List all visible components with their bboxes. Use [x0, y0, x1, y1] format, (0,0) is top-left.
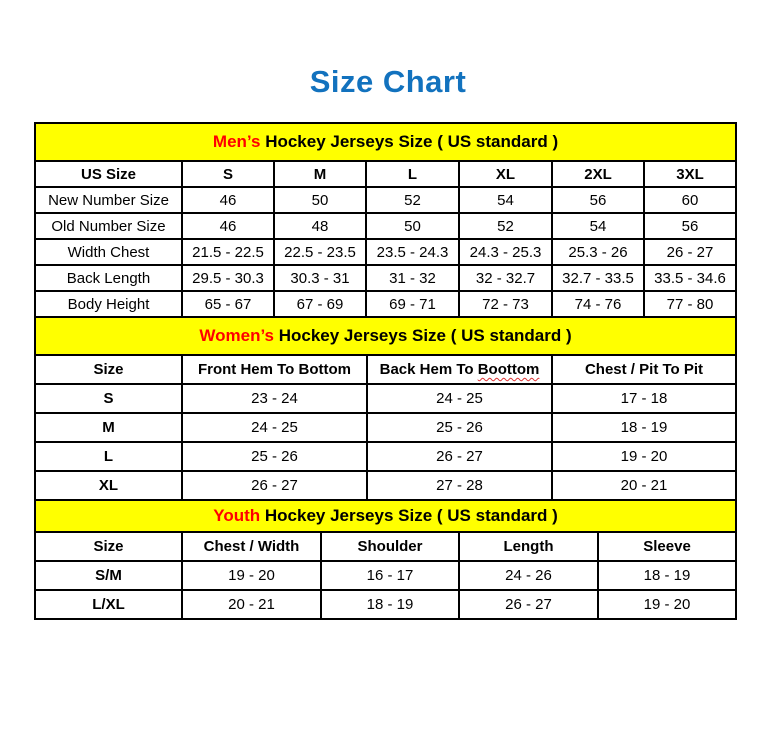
row-label: Old Number Size	[35, 213, 182, 239]
table-row	[35, 291, 736, 317]
table-cell: 54	[459, 187, 552, 213]
table-cell: 30.3 - 31	[274, 265, 366, 291]
table-cell: 77 - 80	[644, 291, 736, 317]
table-cell: 19 - 20	[182, 561, 321, 590]
table-cell: 25 - 26	[182, 442, 367, 471]
table-cell: 23 - 24	[182, 384, 367, 413]
table-cell: 23.5 - 24.3	[366, 239, 459, 265]
womens-size-table	[34, 316, 737, 501]
row-label: New Number Size	[35, 187, 182, 213]
womens-header-cell-misspelled	[367, 355, 552, 384]
youth-size-table	[34, 499, 737, 620]
table-cell: 74 - 76	[552, 291, 644, 317]
mens-header-row	[35, 161, 736, 187]
mens-section-title-rest: Hockey Jerseys Size ( US standard )	[260, 132, 559, 151]
table-cell: 54	[552, 213, 644, 239]
table-cell: 48	[274, 213, 366, 239]
table-cell: 60	[644, 187, 736, 213]
youth-header-cell: Chest / Width	[182, 532, 321, 561]
table-cell: 32.7 - 33.5	[552, 265, 644, 291]
row-label: L/XL	[35, 590, 182, 619]
table-row	[35, 590, 736, 619]
mens-header-cell: S	[182, 161, 274, 187]
table-cell: 52	[459, 213, 552, 239]
mens-section-band	[35, 123, 736, 161]
womens-section-title-highlight: Women’s	[199, 326, 274, 345]
table-row	[35, 187, 736, 213]
table-cell: 26 - 27	[644, 239, 736, 265]
table-row	[35, 413, 736, 442]
table-cell: 19 - 20	[552, 442, 736, 471]
womens-header-row	[35, 355, 736, 384]
table-cell: 24 - 25	[367, 384, 552, 413]
youth-header-cell: Shoulder	[321, 532, 459, 561]
table-cell: 17 - 18	[552, 384, 736, 413]
table-cell: 67 - 69	[274, 291, 366, 317]
youth-header-row	[35, 532, 736, 561]
table-cell: 18 - 19	[552, 413, 736, 442]
youth-section-title-highlight: Youth	[213, 506, 261, 525]
row-label: XL	[35, 471, 182, 500]
mens-header-cell: US Size	[35, 161, 182, 187]
table-cell: 27 - 28	[367, 471, 552, 500]
table-cell: 20 - 21	[552, 471, 736, 500]
back-hem-misspelled-word: Boottom	[477, 361, 540, 378]
table-row	[35, 561, 736, 590]
mens-header-cell: L	[366, 161, 459, 187]
mens-header-cell: 2XL	[552, 161, 644, 187]
mens-section-title	[35, 123, 736, 161]
table-cell: 24.3 - 25.3	[459, 239, 552, 265]
table-cell: 33.5 - 34.6	[644, 265, 736, 291]
table-cell: 50	[366, 213, 459, 239]
table-cell: 21.5 - 22.5	[182, 239, 274, 265]
table-row	[35, 239, 736, 265]
size-chart	[34, 122, 735, 620]
table-cell: 50	[274, 187, 366, 213]
back-hem-prefix: Back Hem To	[379, 361, 478, 378]
row-label: L	[35, 442, 182, 471]
table-cell: 26 - 27	[459, 590, 598, 619]
womens-section-band	[35, 317, 736, 355]
womens-section-title-rest: Hockey Jerseys Size ( US standard )	[274, 326, 572, 345]
table-cell: 18 - 19	[598, 561, 736, 590]
table-cell: 29.5 - 30.3	[182, 265, 274, 291]
table-row	[35, 442, 736, 471]
table-cell: 19 - 20	[598, 590, 736, 619]
table-cell: 26 - 27	[182, 471, 367, 500]
table-cell: 16 - 17	[321, 561, 459, 590]
mens-header-cell: M	[274, 161, 366, 187]
row-label: Body Height	[35, 291, 182, 317]
row-label: M	[35, 413, 182, 442]
youth-header-cell: Size	[35, 532, 182, 561]
table-row	[35, 265, 736, 291]
youth-section-title	[35, 500, 736, 532]
table-cell: 46	[182, 187, 274, 213]
mens-section-title-highlight: Men’s	[212, 132, 261, 151]
womens-header-cell: Chest / Pit To Pit	[552, 355, 736, 384]
table-row	[35, 213, 736, 239]
table-cell: 65 - 67	[182, 291, 274, 317]
mens-header-cell: 3XL	[644, 161, 736, 187]
table-cell: 25.3 - 26	[552, 239, 644, 265]
table-cell: 20 - 21	[182, 590, 321, 619]
mens-size-table	[34, 122, 737, 318]
row-label: Width Chest	[35, 239, 182, 265]
womens-header-cell: Front Hem To Bottom	[182, 355, 367, 384]
youth-header-cell: Length	[459, 532, 598, 561]
youth-header-cell: Sleeve	[598, 532, 736, 561]
table-cell: 31 - 32	[366, 265, 459, 291]
table-cell: 24 - 25	[182, 413, 367, 442]
womens-section-title	[35, 317, 736, 355]
table-cell: 22.5 - 23.5	[274, 239, 366, 265]
table-cell: 56	[552, 187, 644, 213]
row-label: S	[35, 384, 182, 413]
table-cell: 26 - 27	[367, 442, 552, 471]
table-row	[35, 471, 736, 500]
youth-section-title-rest: Hockey Jerseys Size ( US standard )	[260, 506, 558, 525]
row-label: Back Length	[35, 265, 182, 291]
youth-section-band	[35, 500, 736, 532]
mens-header-cell: XL	[459, 161, 552, 187]
womens-header-cell: Size	[35, 355, 182, 384]
page-title: Size Chart	[309, 64, 467, 99]
table-cell: 72 - 73	[459, 291, 552, 317]
row-label: S/M	[35, 561, 182, 590]
table-cell: 18 - 19	[321, 590, 459, 619]
table-cell: 32 - 32.7	[459, 265, 552, 291]
table-cell: 24 - 26	[459, 561, 598, 590]
table-cell: 56	[644, 213, 736, 239]
table-cell: 25 - 26	[367, 413, 552, 442]
table-cell: 46	[182, 213, 274, 239]
table-row	[35, 384, 736, 413]
table-cell: 52	[366, 187, 459, 213]
table-cell: 69 - 71	[366, 291, 459, 317]
